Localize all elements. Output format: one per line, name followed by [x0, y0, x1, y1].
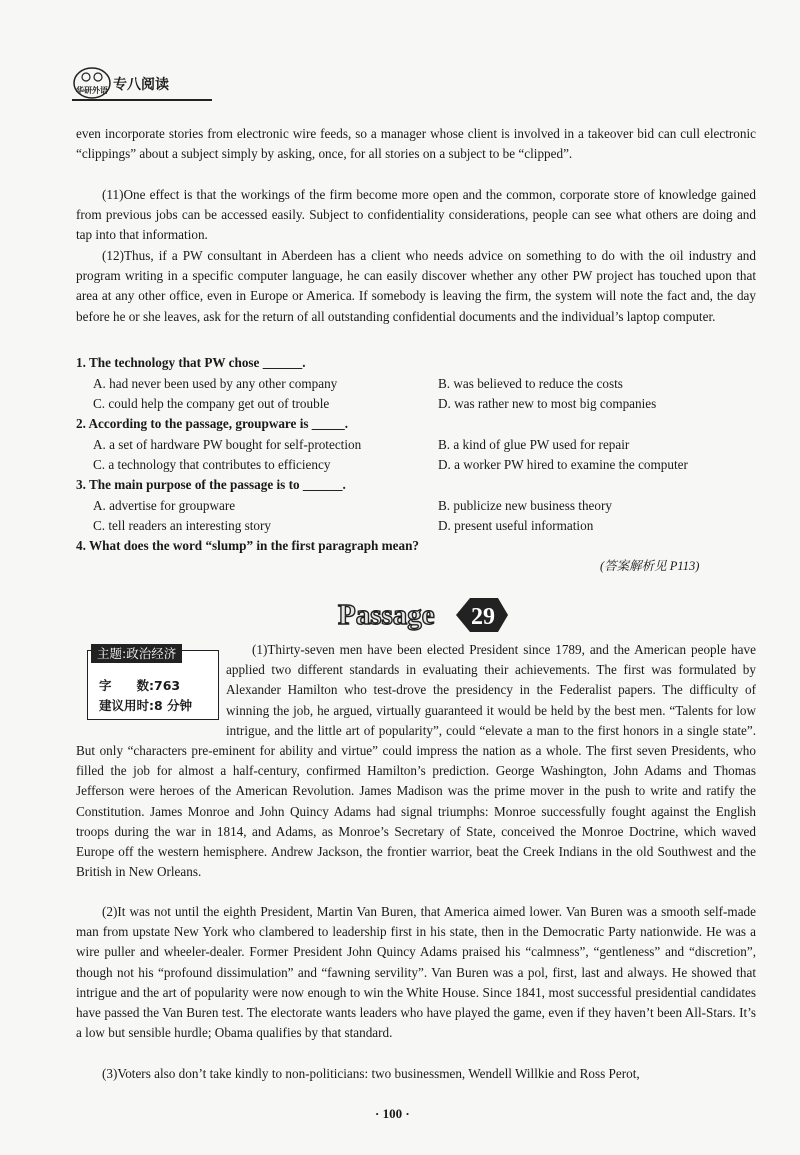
q1-option-b: B. was believed to reduce the costs [438, 376, 623, 391]
passage-banner [330, 590, 510, 640]
topic-label: 主题:政治经济 [91, 644, 182, 663]
question-2: 2. According to the passage, groupware is _____. [76, 416, 349, 431]
word-count: 字 数:763 [99, 678, 181, 693]
paragraph-11: (11)One effect is that the workings of the firm become more open and the common, corporate store of knowledge gained from previous jobs can be accessed easily. Subject to confidentiality considerations, people can see what others are doing and tap into that information. [76, 187, 756, 243]
text-wrap-spacer [76, 640, 226, 738]
passage-label: Passage [338, 599, 435, 631]
paragraph-continued: even incorporate stories from electronic wire feeds, so a manager whose client is involved in a takeover bid can cull electronic “clippings” about a subject simply by asking, once, for all stories on a subject to be “clipped”. [76, 126, 756, 162]
answer-reference: (答案解析见 P113) [600, 559, 700, 573]
q2-option-d: D. a worker PW hired to examine the computer [438, 457, 688, 472]
publisher-logo [72, 66, 112, 100]
q2-option-b: B. a kind of glue PW used for repair [438, 437, 630, 452]
page-number: · 100 · [375, 1106, 410, 1121]
q2-option-a: A. a set of hardware PW bought for self-protection [93, 437, 362, 452]
passage-paragraph-3: (3)Voters also don’t take kindly to non-politicians: two businessmen, Wendell Willkie and Ross Perot, [102, 1066, 640, 1081]
question-4: 4. What does the word “slump” in the first paragraph mean? [76, 538, 420, 553]
q3-option-b: B. publicize new business theory [438, 498, 612, 513]
q1-option-c: C. could help the company get out of trouble [93, 396, 330, 411]
header-rule [72, 99, 212, 101]
suggested-time: 建议用时:8 分钟 [99, 698, 193, 713]
q2-option-c: C. a technology that contributes to efficiency [93, 457, 331, 472]
q1-option-d: D. was rather new to most big companies [438, 396, 657, 411]
logo-text: 华研外语 [76, 86, 108, 95]
question-3: 3. The main purpose of the passage is to ______. [76, 477, 346, 492]
passage-paragraph-2: (2)It was not until the eighth President, Martin Van Buren, that America aimed lower. Van Buren was a smooth self-made man from upstate New York who clambered to leadership first in his state, then in the Democratic Party nationwide. He was a wire puller and wheeler-dealer. Former President John Quincy Adams praised his “calmness”, “gentleness” and “discretion”, though not his “profound dissimulation” and “fawning servility”. Van Buren was a pol, first, last and always. He showed that intrigue and the art of popularity were now enough to win the White House. Since 1841, most successful presidential candidates have passed the Van Buren test. The electorate wants leaders who have played the game, even if they haven’t been All-Stars. It’s a low but sensible hurdle; Obama qualifies by that standard. [76, 904, 756, 1041]
q3-option-c: C. tell readers an interesting story [93, 518, 271, 533]
q1-option-a: A. had never been used by any other company [93, 376, 338, 391]
q3-option-d: D. present useful information [438, 518, 594, 533]
section-title: 专八阅读 [113, 77, 169, 93]
passage-paragraph-1: (1)Thirty-seven men have been elected President since 1789, and the American people have applied two different standards in evaluating their achievements. The first was formulated by Alexander Hamilton who test-drove the presidency in the Federalist papers. The difficulty of winning the job, he argued, virtually guaranteed it would be held by the best men. “Talents for low intrigue, and the little art of popularity”, could “elevate a man to the first honors in a single state”. But only “characters pre-eminent for ability and virtue” could impress the nation as a whole. The first seven Presidents, who filled the job for almost a half-century, confirmed Hamilton’s prediction. George Washington, John Adams and Thomas Jefferson were heroes of the American Revolution. James Madison was the prime mover in the push to write and ratify the Constitution. James Monroe and John Quincy Adams had signal triumphs: Monroe successfully fought against the English troops during the war in 1814, and Adams, as Monroe’s Secretary of State, conceived the Monroe Doctrine, which waved Europe off the western hemisphere. Andrew Jackson, the frontier warrior, beat the Creek Indians in the old Southwest and the British in New Orleans. [76, 642, 756, 880]
passage-number: 29 [471, 604, 495, 630]
paragraph-12: (12)Thus, if a PW consultant in Aberdeen has a client who needs advice on something to do with the oil industry and program writing in a specific computer language, he can easily discover whether any other PW project has touched upon that area at any other office, even in Europe or America. If somebody is leaving the firm, the system will note the fact and, the day before he or she leaves, ask for the return of all outstanding confidential documents and the individual’s laptop computer. [76, 248, 756, 324]
question-1: 1. The technology that PW chose ______. [76, 355, 306, 370]
q3-option-a: A. advertise for groupware [93, 498, 236, 513]
